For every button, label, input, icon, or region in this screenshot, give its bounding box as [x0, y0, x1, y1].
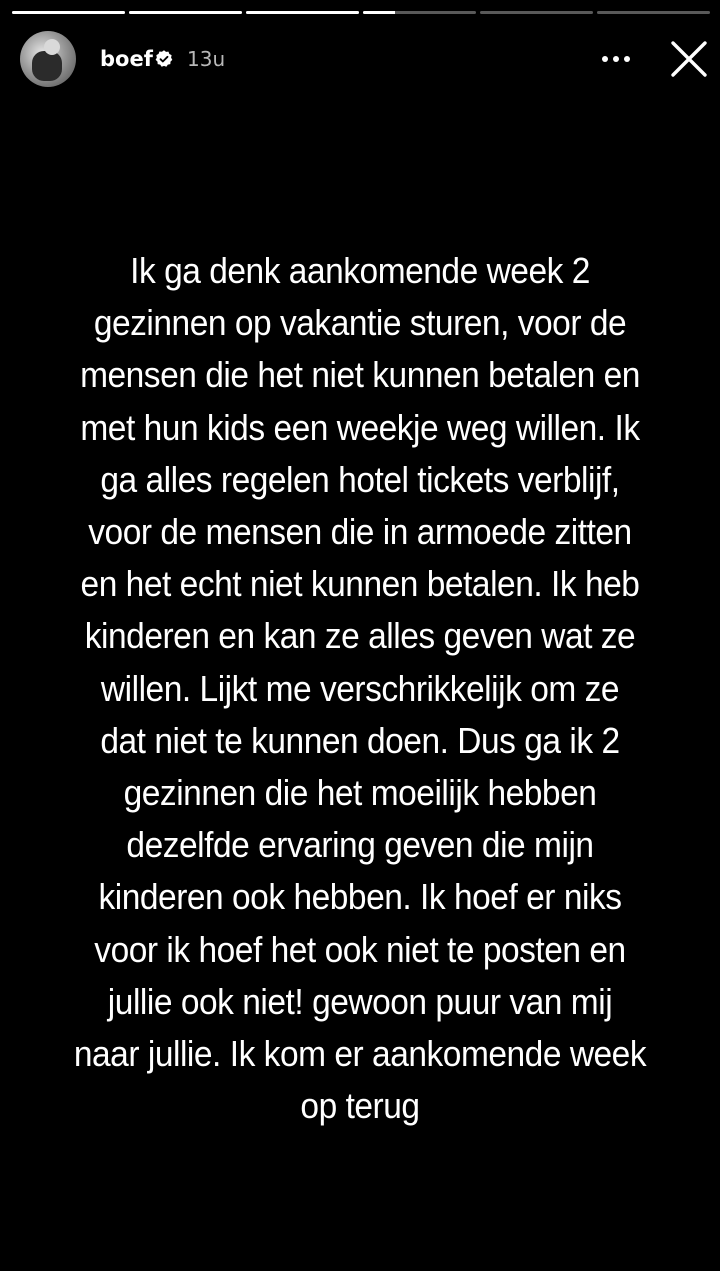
more-horizontal-icon[interactable]	[596, 44, 636, 74]
progress-segment-3	[246, 11, 359, 14]
story-text	[40, 245, 680, 1132]
story-text-line: kinderen ook hebben. Ik hoef er niks	[98, 876, 622, 918]
story-text-line: gezinnen op vakantie sturen, voor de	[93, 302, 627, 344]
story-text-line: met hun kids een weekje weg willen. Ik	[80, 406, 640, 448]
story-text-line: voor de mensen die in armoede zitten	[88, 511, 632, 553]
story-text-line: en het echt niet kunnen betalen. Ik heb	[80, 563, 640, 605]
close-icon[interactable]	[666, 36, 712, 82]
story-text-line: jullie ook niet! gewoon puur van mij	[107, 980, 613, 1022]
progress-segment-5	[480, 11, 593, 14]
progress-fill	[12, 11, 125, 14]
story-text-line: dezelfde ervaring geven die mijn	[126, 824, 594, 866]
username[interactable]: boef	[100, 47, 153, 71]
story-text-line: ga alles regelen hotel tickets verblijf,	[100, 458, 620, 500]
progress-fill	[246, 11, 359, 14]
avatar[interactable]	[20, 31, 76, 87]
story-text-line: dat niet te kunnen doen. Dus ga ik 2	[100, 719, 620, 761]
post-time: 13u	[187, 47, 226, 71]
progress-segment-6	[597, 11, 710, 14]
story-text-line: naar jullie. Ik kom er aankomende week	[73, 1033, 647, 1075]
story-header	[0, 28, 720, 90]
story-text-line: Ik ga denk aankomende week 2	[130, 250, 590, 291]
progress-segment-2	[129, 11, 242, 14]
story-text-line: voor ik hoef het ook niet te posten en	[94, 928, 626, 970]
progress-fill	[129, 11, 242, 14]
avatar-figure	[32, 51, 62, 81]
progress-fill	[363, 11, 395, 14]
story-text-line: gezinnen die het moeilijk hebben	[123, 772, 597, 814]
story-progress-bar	[12, 11, 710, 14]
story-text-line: willen. Lijkt me verschrikkelijk om ze	[100, 667, 620, 709]
progress-segment-4	[363, 11, 476, 14]
story-text-line: kinderen en kan ze alles geven wat ze	[84, 615, 636, 657]
verified-badge-icon	[154, 49, 174, 69]
avatar-face	[44, 39, 60, 55]
story-text-line: mensen die het niet kunnen betalen en	[80, 354, 640, 396]
progress-segment-1	[12, 11, 125, 14]
story-text-line: op terug	[300, 1085, 420, 1127]
